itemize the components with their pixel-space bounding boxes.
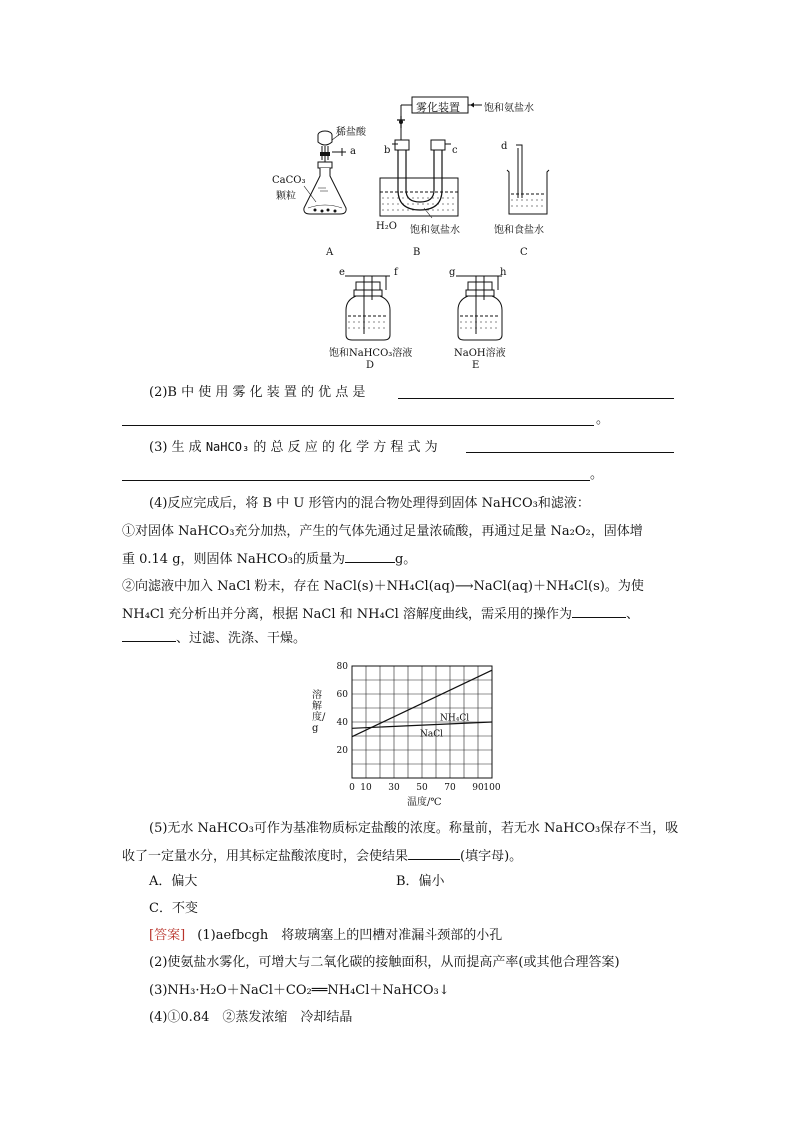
trough-b bbox=[380, 140, 458, 218]
question-3-pre: (3) 生 成 bbox=[149, 440, 202, 455]
caco3-granules-label: 颗粒 bbox=[276, 191, 296, 202]
answer-2: (2)使氨盐水雾化，可增大与二氧化碳的接触面积，从而提高产率(或其他合理答案) bbox=[149, 955, 620, 970]
question-4-2b-sep: 、 bbox=[625, 607, 639, 622]
answer-tag: [答案] bbox=[149, 928, 186, 943]
question-4-2c-post: 、过滤、洗涤、干燥。 bbox=[176, 631, 307, 646]
answer-blank-q4-2b[interactable] bbox=[122, 628, 176, 642]
answer-blank-q4-2a[interactable] bbox=[572, 604, 626, 618]
question-4-1a: ①对固体 NaHCO₃充分加热，产生的气体先通过足量浓硫酸，再通过足量 Na₂O₂，固体增 bbox=[122, 524, 643, 539]
option-b: B．偏小 bbox=[396, 874, 445, 889]
port-c-label: c bbox=[452, 145, 458, 156]
q2-period: 。 bbox=[596, 412, 610, 427]
e-solution-label: NaOH溶液 bbox=[454, 348, 506, 359]
question-5b-post: (填字母)。 bbox=[460, 849, 523, 864]
fog-device-label: 雾化装置 bbox=[416, 101, 460, 114]
port-d-label: d bbox=[501, 141, 508, 152]
question-4-2a: ②向滤液中加入 NaCl 粉末，存在 NaCl(s)＋NH₄Cl(aq)⟶NaCl(aq)＋NH₄Cl(s)。为使 bbox=[122, 579, 644, 594]
question-4-2c bbox=[122, 628, 306, 649]
answer-line-q3b[interactable] bbox=[122, 480, 590, 481]
question-4-1b bbox=[122, 549, 416, 570]
b-solution-label: 饱和氨盐水 bbox=[410, 225, 460, 236]
question-5b-pre: 收了一定量水分，用其标定盐酸浓度时，会使结果 bbox=[122, 849, 409, 864]
chart-y-tick-label: 60 bbox=[336, 690, 348, 700]
question-4-1b-pre: 重 0.14 g，则固体 NaHCO₃的质量为 bbox=[122, 552, 345, 567]
chart-y-tick-label: 80 bbox=[336, 662, 348, 672]
option-c: C．不变 bbox=[149, 901, 198, 916]
chart-series-label-nh4cl: NH₄Cl bbox=[440, 713, 470, 724]
chart-y-tick-label: 40 bbox=[336, 718, 348, 728]
question-4-intro: (4)反应完成后，将 B 中 U 形管内的混合物处理得到固体 NaHCO₃和滤液： bbox=[149, 496, 590, 511]
chart-x-tick-label: 70 bbox=[444, 783, 456, 793]
question-4-1b-post: g。 bbox=[394, 552, 417, 567]
question-3-formula: NaHCO₃ bbox=[205, 440, 250, 454]
answer-1 bbox=[149, 926, 502, 946]
question-3-post: 的 总 反 应 的 化 学 方 程 式 为 bbox=[253, 440, 438, 455]
option-a: A．偏大 bbox=[149, 874, 198, 889]
port-e-label: e bbox=[339, 267, 345, 278]
bottle-d bbox=[345, 276, 390, 340]
chart-x-label: 温度/℃ bbox=[407, 797, 442, 808]
d-solution-label: 饱和NaHCO₃溶液 bbox=[329, 348, 413, 359]
question-4-2b-pre: NH₄Cl 充分析出并分离，根据 NaCl 和 NH₄Cl 溶解度曲线，需采用的操作为 bbox=[122, 607, 572, 622]
port-h-label: h bbox=[500, 267, 507, 278]
answer-line-q3a[interactable] bbox=[466, 452, 674, 453]
chart-x-tick-label: 50 bbox=[416, 783, 428, 793]
question-3 bbox=[149, 437, 438, 458]
question-4-2b bbox=[122, 604, 639, 625]
apparatus-d-label: D bbox=[366, 360, 375, 371]
water-label: H₂O bbox=[376, 221, 397, 232]
question-5b bbox=[122, 846, 522, 867]
caco3-label: CaCO₃ bbox=[272, 175, 306, 186]
q3-period: 。 bbox=[590, 467, 604, 482]
chart-y-label: 溶解度/g bbox=[312, 690, 326, 734]
solubility-chart bbox=[312, 658, 512, 806]
answer-blank-q5[interactable] bbox=[408, 846, 460, 860]
chart-x-tick-label: 90 bbox=[472, 783, 484, 793]
port-a-label: a bbox=[350, 146, 356, 157]
port-g-label: g bbox=[449, 267, 456, 278]
answer-line-q2a[interactable] bbox=[398, 398, 674, 399]
answer-line-q2b[interactable] bbox=[122, 425, 594, 426]
beaker-c bbox=[507, 145, 549, 214]
fog-input-label: 饱和氨盐水 bbox=[484, 103, 534, 114]
answer-4: (4)①0.84 ②蒸发浓缩 冷却结晶 bbox=[149, 1010, 353, 1025]
flask-a bbox=[304, 131, 346, 214]
chart-x-tick-label: 0 bbox=[349, 783, 355, 793]
chart-x-tick-label: 100 bbox=[483, 783, 501, 793]
question-2-text: (2)B 中 使 用 雾 化 装 置 的 优 点 是 bbox=[149, 385, 366, 400]
apparatus-c-label: C bbox=[520, 247, 528, 258]
answer-blank-q4-1[interactable] bbox=[345, 549, 395, 563]
chart-x-tick-label: 10 bbox=[360, 783, 372, 793]
question-2 bbox=[149, 383, 365, 403]
chart-series-label-nacl: NaCl bbox=[420, 729, 444, 740]
chart-y-tick-label: 20 bbox=[336, 746, 348, 756]
dilute-hcl-label: 稀盐酸 bbox=[336, 127, 366, 138]
c-solution-label: 饱和食盐水 bbox=[494, 225, 544, 236]
bottle-e bbox=[456, 276, 502, 340]
answer-1-text: (1)aefbcgh 将玻璃塞上的凹槽对准漏斗颈部的小孔 bbox=[197, 928, 503, 943]
apparatus-a-label: A bbox=[326, 247, 334, 258]
port-b-label: b bbox=[384, 145, 391, 156]
port-f-label: f bbox=[394, 267, 398, 278]
question-5a: (5)无水 NaHCO₃可作为基准物质标定盐酸的浓度。称量前，若无水 NaHCO₃保存不当，吸 bbox=[149, 821, 679, 836]
apparatus-b-label: B bbox=[413, 247, 421, 258]
chart-x-tick-label: 30 bbox=[388, 783, 400, 793]
apparatus-e-label: E bbox=[472, 360, 480, 371]
answer-3: (3)NH₃·H₂O＋NaCl＋CO₂══NH₄Cl＋NaHCO₃↓ bbox=[149, 983, 450, 998]
